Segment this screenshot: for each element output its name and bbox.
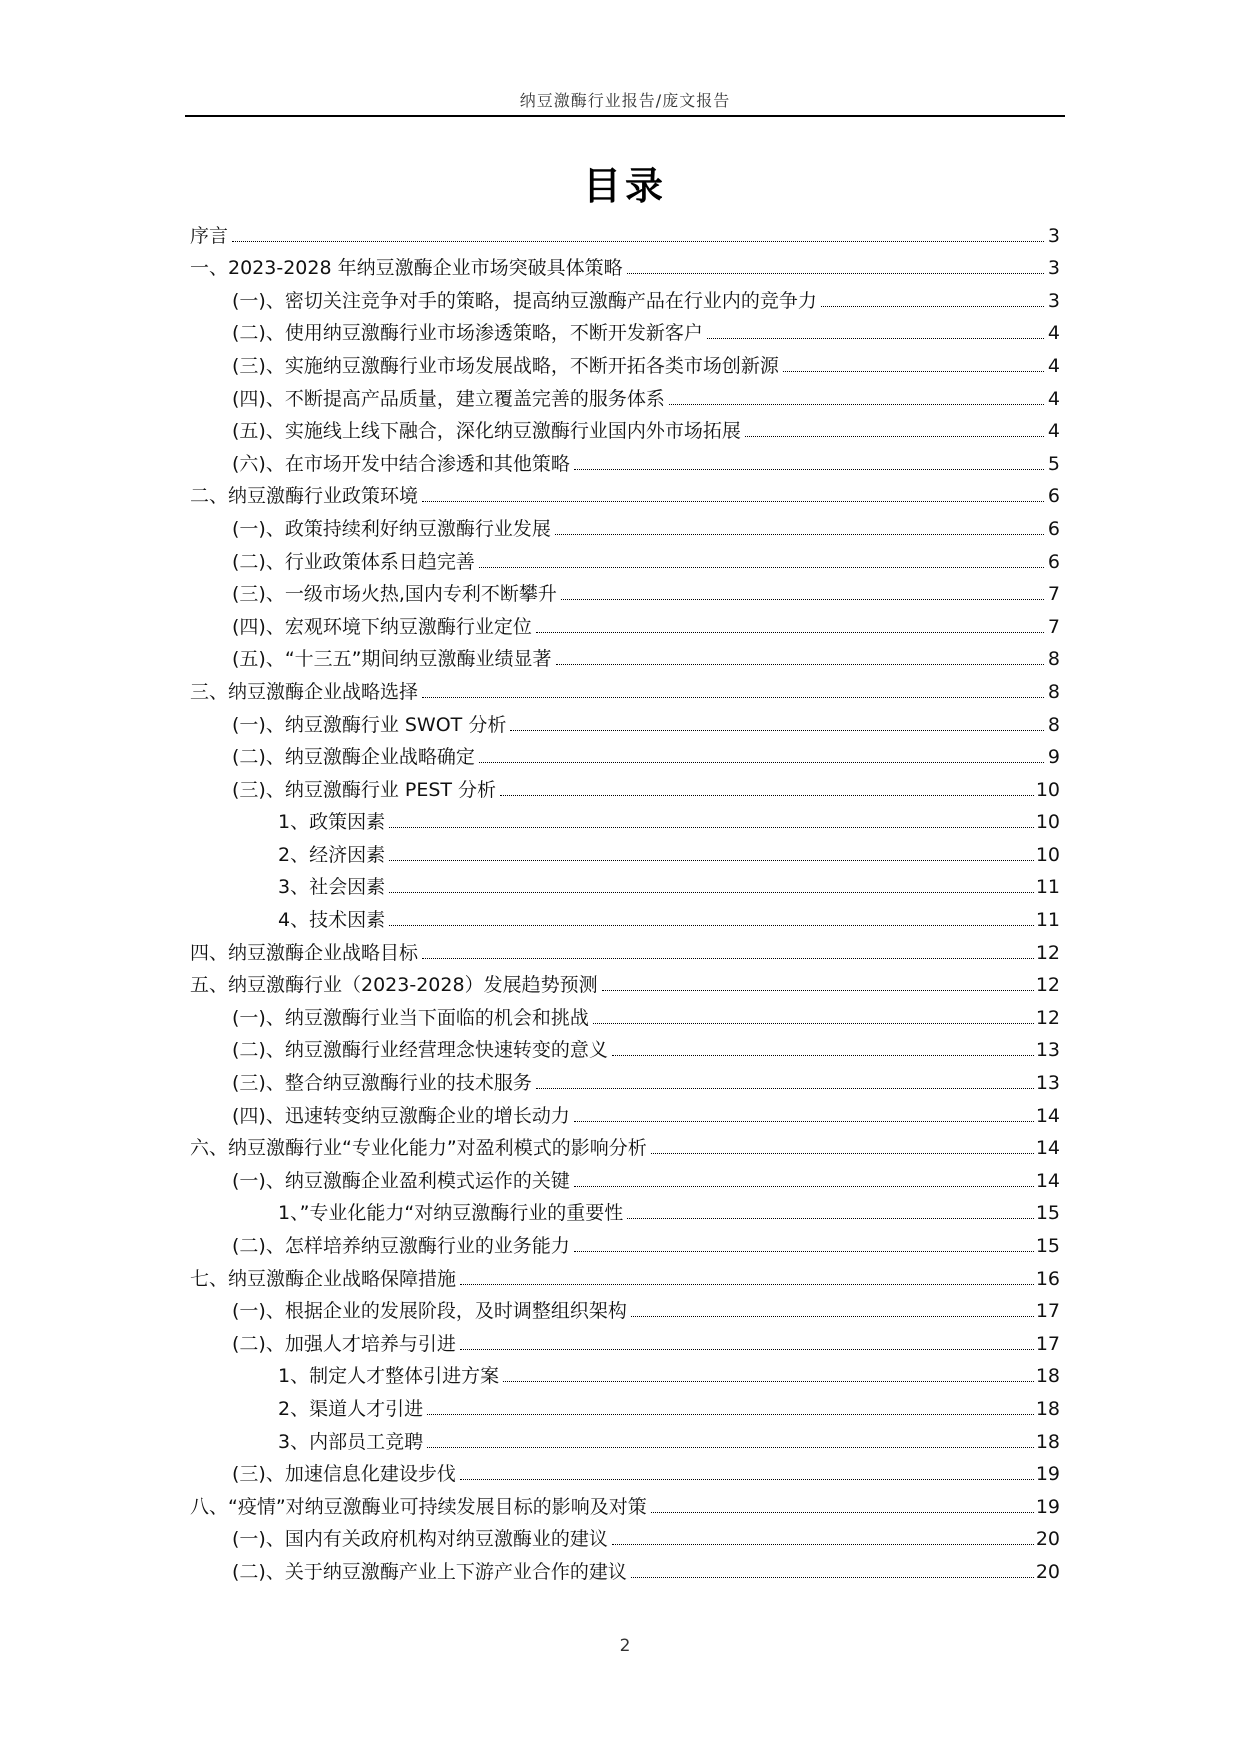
toc-entry-page: 14 [1035,1169,1060,1192]
toc-entry-page: 9 [1047,746,1060,769]
toc-entry-text: (三)、实施纳豆激酶行业市场发展战略，不断开拓各类市场创新源 [232,354,779,377]
toc-entry[interactable] [190,671,1060,704]
toc-entry-text: (四)、宏观环境下纳豆激酶行业定位 [232,615,532,638]
toc-entry[interactable] [190,508,1060,541]
toc-entry[interactable] [190,1551,1060,1584]
toc-entry[interactable] [190,476,1060,509]
toc-entry[interactable] [190,215,1060,248]
toc-entry[interactable] [190,345,1060,378]
toc-entry-page: 7 [1047,615,1060,638]
toc-entry[interactable] [190,1258,1060,1291]
toc-dot-leader [460,1479,1034,1480]
toc-dot-leader [561,599,1044,600]
toc-entry[interactable] [190,574,1060,607]
toc-entry-text: 2、渠道人才引进 [278,1397,424,1420]
toc-dot-leader [536,1088,1034,1089]
toc-dot-leader [389,925,1034,926]
toc-dot-leader [536,632,1044,633]
toc-entry[interactable] [190,834,1060,867]
toc-dot-leader [745,436,1044,437]
toc-entry-text: 四、纳豆激酶企业战略目标 [190,941,419,964]
toc-entry[interactable] [190,443,1060,476]
toc-entry[interactable] [190,965,1060,998]
toc-entry-text: (二)、行业政策体系日趋完善 [232,550,475,573]
page-number: 2 [619,1636,631,1656]
toc-dot-leader [651,1153,1034,1154]
toc-entry-text: 3、社会因素 [278,876,386,899]
toc-entry-text: 三、纳豆激酶企业战略选择 [190,680,419,703]
toc-entry-page: 12 [1035,941,1060,964]
toc-dot-leader [500,795,1034,796]
toc-entry-page: 4 [1047,387,1060,410]
toc-entry-text: (四)、不断提高产品质量，建立覆盖完善的服务体系 [232,387,665,410]
toc-entry-text: 八、“疫情”对纳豆激酶业可持续发展目标的影响及对策 [190,1495,647,1518]
toc-entry[interactable] [190,704,1060,737]
toc-entry-text: 五、纳豆激酶行业（2023-2028）发展趋势预测 [190,974,598,997]
toc-entry-page: 18 [1035,1397,1060,1420]
toc-dot-leader [651,1512,1034,1513]
toc-entry[interactable] [190,1519,1060,1552]
toc-entry-text: (一)、纳豆激酶企业盈利模式运作的关键 [232,1169,570,1192]
toc-dot-leader [612,1544,1034,1545]
toc-entry-text: (三)、整合纳豆激酶行业的技术服务 [232,1072,532,1095]
toc-entry-page: 11 [1035,909,1060,932]
toc-entry-text: 2、经济因素 [278,843,386,866]
toc-entry[interactable] [190,1421,1060,1454]
toc-entry-page: 6 [1047,517,1060,540]
toc-entry-text: (三)、加速信息化建设步伐 [232,1463,456,1486]
toc-entry-page: 20 [1035,1528,1060,1551]
toc-entry-text: 一、2023-2028 年纳豆激酶企业市场突破具体策略 [190,257,623,280]
toc-entry[interactable] [190,899,1060,932]
toc-entry[interactable] [190,1486,1060,1519]
toc-entry-page: 3 [1047,257,1060,280]
toc-entry-page: 10 [1035,811,1060,834]
toc-entry-text: 1、”专业化能力“对纳豆激酶行业的重要性 [278,1202,624,1225]
toc-dot-leader [627,273,1044,274]
toc-entry-text: (一)、根据企业的发展阶段，及时调整组织架构 [232,1300,627,1323]
toc-entry-page: 12 [1035,1006,1060,1029]
toc-entry[interactable] [190,802,1060,835]
toc-dot-leader [612,1055,1034,1056]
toc-entry[interactable] [190,313,1060,346]
toc-dot-leader [627,1218,1034,1219]
toc-dot-leader [555,534,1044,535]
toc-dot-leader [602,990,1034,991]
toc-entry-text: 七、纳豆激酶企业战略保障措施 [190,1267,457,1290]
toc-entry-page: 17 [1035,1332,1060,1355]
toc-dot-leader [503,1381,1034,1382]
toc-entry-text: (二)、纳豆激酶企业战略确定 [232,746,475,769]
toc-entry-text: (四)、迅速转变纳豆激酶企业的增长动力 [232,1104,570,1127]
toc-dot-leader [574,1186,1034,1187]
toc-dot-leader [631,1316,1034,1317]
toc-dot-leader [821,306,1044,307]
toc-entry[interactable] [190,1030,1060,1063]
toc-entry-text: (一)、政策持续利好纳豆激酶行业发展 [232,517,551,540]
toc-entry[interactable] [190,280,1060,313]
toc-entry-text: 4、技术因素 [278,909,386,932]
toc-entry-text: 二、纳豆激酶行业政策环境 [190,485,419,508]
toc-entry[interactable] [190,1323,1060,1356]
toc-entry-page: 7 [1047,583,1060,606]
toc-title: 目录 [582,164,667,208]
toc-entry-text: (五)、“十三五”期间纳豆激酶业绩显著 [232,648,552,671]
toc-entry[interactable] [190,769,1060,802]
toc-dot-leader [479,567,1044,568]
toc-dot-leader [232,241,1044,242]
toc-entry-text: 六、纳豆激酶行业“专业化能力”对盈利模式的影响分析 [190,1137,647,1160]
toc-dot-leader [460,1349,1034,1350]
toc-entry-page: 11 [1035,876,1060,899]
toc-entry-page: 10 [1035,778,1060,801]
toc-entry-text: 1、政策因素 [278,811,386,834]
toc-entry-page: 20 [1035,1560,1060,1583]
toc-entry-page: 18 [1035,1365,1060,1388]
toc-entry-page: 8 [1047,648,1060,671]
toc-entry-text: (六)、在市场开发中结合渗透和其他策略 [232,452,570,475]
table-of-contents [190,215,1060,1584]
toc-dot-leader [574,1121,1034,1122]
toc-entry-page: 10 [1035,843,1060,866]
toc-entry-text: (二)、怎样培养纳豆激酶行业的业务能力 [232,1235,570,1257]
toc-entry-text: (五)、实施线上线下融合，深化纳豆激酶行业国内外市场拓展 [232,420,741,443]
toc-entry-page: 13 [1035,1072,1060,1095]
toc-dot-leader [783,371,1044,372]
toc-entry-text: (一)、纳豆激酶行业 SWOT 分析 [232,713,507,736]
toc-entry-text: (二)、纳豆激酶行业经营理念快速转变的意义 [232,1039,608,1062]
toc-dot-leader [574,469,1044,470]
toc-dot-leader [422,501,1044,502]
toc-entry-text: (二)、加强人才培养与引进 [232,1332,456,1355]
toc-entry[interactable] [190,1193,1060,1226]
toc-entry-page: 4 [1047,322,1060,345]
toc-entry-page: 16 [1035,1267,1060,1290]
toc-dot-leader [460,1284,1034,1285]
toc-entry[interactable] [190,541,1060,574]
toc-dot-leader [422,697,1044,698]
toc-entry[interactable] [190,639,1060,672]
header-divider [185,115,1065,117]
toc-entry[interactable] [190,411,1060,444]
toc-entry-text: (一)、纳豆激酶行业当下面临的机会和挑战 [232,1006,589,1029]
toc-dot-leader [556,664,1044,665]
toc-entry-page: 12 [1035,974,1060,997]
toc-entry-text: (一)、国内有关政府机构对纳豆激酶业的建议 [232,1528,608,1551]
toc-entry-page: 15 [1035,1235,1060,1257]
toc-entry-page: 14 [1035,1104,1060,1127]
toc-entry-text: 序言 [190,224,229,247]
toc-entry[interactable] [190,1388,1060,1421]
toc-entry[interactable] [190,932,1060,965]
toc-entry-text: 3、内部员工竞聘 [278,1430,424,1453]
toc-entry-page: 15 [1035,1202,1060,1225]
toc-entry[interactable] [190,1128,1060,1161]
toc-entry-page: 17 [1035,1300,1060,1323]
toc-dot-leader [593,1023,1034,1024]
toc-dot-leader [631,1577,1034,1578]
toc-dot-leader [389,827,1034,828]
toc-entry-text: (三)、纳豆激酶行业 PEST 分析 [232,778,497,801]
toc-entry-text: 1、制定人才整体引进方案 [278,1365,500,1388]
toc-entry[interactable] [190,378,1060,411]
toc-entry[interactable] [190,997,1060,1030]
toc-dot-leader [389,860,1034,861]
toc-dot-leader [422,958,1034,959]
toc-entry-page: 4 [1047,354,1060,377]
toc-entry-text: (三)、一级市场火热,国内专利不断攀升 [232,583,557,606]
toc-entry-page: 18 [1035,1430,1060,1453]
toc-entry[interactable] [190,867,1060,900]
toc-entry-page: 19 [1035,1463,1060,1486]
toc-entry[interactable] [190,1160,1060,1193]
toc-entry-text: (二)、使用纳豆激酶行业市场渗透策略，不断开发新客户 [232,322,703,345]
toc-entry-page: 4 [1047,420,1060,443]
toc-entry-page: 6 [1047,485,1060,508]
toc-entry-page: 8 [1047,680,1060,703]
toc-entry-text: (一)、密切关注竞争对手的策略，提高纳豆激酶产品在行业内的竞争力 [232,289,817,312]
toc-entry-page: 14 [1035,1137,1060,1160]
toc-entry[interactable] [190,737,1060,770]
running-header: 纳豆激酶行业报告/庞文报告 [519,91,731,110]
toc-entry-text: (二)、关于纳豆激酶产业上下游产业合作的建议 [232,1560,627,1583]
toc-entry[interactable] [190,1062,1060,1095]
toc-entry-page: 3 [1047,224,1060,247]
toc-entry[interactable] [190,1291,1060,1324]
toc-dot-leader [669,404,1044,405]
toc-dot-leader [389,892,1034,893]
toc-dot-leader [427,1414,1034,1415]
toc-entry-page: 19 [1035,1495,1060,1518]
toc-entry[interactable] [190,1225,1060,1258]
toc-entry[interactable] [190,248,1060,281]
toc-dot-leader [574,1251,1034,1252]
toc-dot-leader [707,338,1044,339]
toc-entry-page: 6 [1047,550,1060,573]
toc-entry-page: 13 [1035,1039,1060,1062]
toc-entry[interactable] [190,1454,1060,1487]
toc-entry-page: 8 [1047,713,1060,736]
toc-dot-leader [479,762,1044,763]
toc-entry[interactable] [190,1095,1060,1128]
toc-entry[interactable] [190,606,1060,639]
toc-entry-page: 3 [1047,289,1060,312]
toc-entry-page: 5 [1047,452,1060,475]
toc-dot-leader [510,730,1044,731]
toc-entry[interactable] [190,1356,1060,1389]
toc-dot-leader [427,1447,1034,1448]
